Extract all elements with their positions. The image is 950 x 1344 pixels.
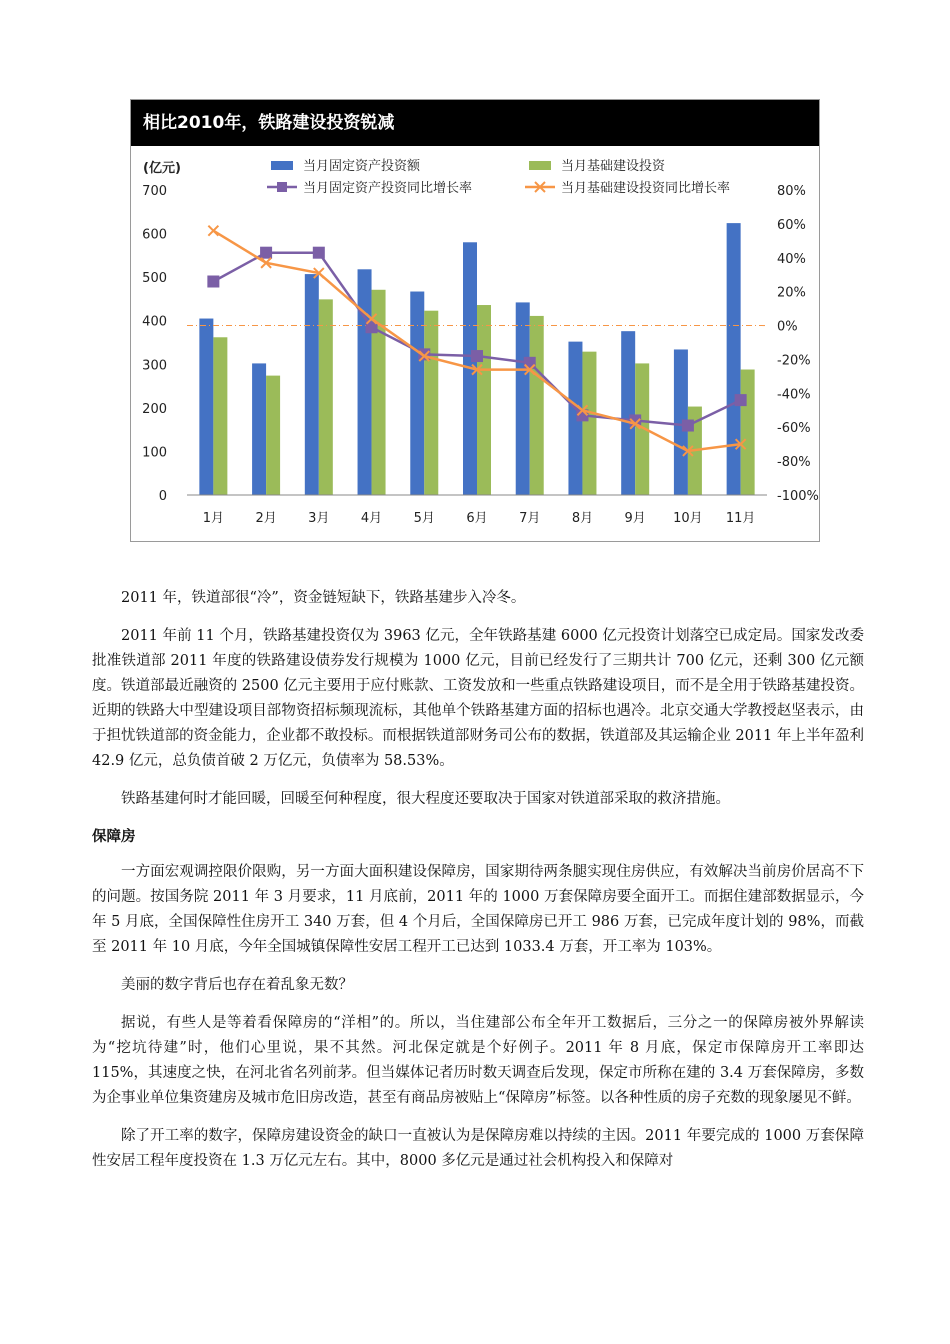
chart-container bbox=[130, 99, 820, 542]
paragraph: 2011 年，铁道部很“冷”，资金链短缺下，铁路基建步入冷冬。 bbox=[121, 590, 526, 606]
point-fixed-asset-growth bbox=[735, 394, 747, 406]
y-tick-label: 600 bbox=[142, 227, 167, 243]
y-tick-label: 300 bbox=[142, 358, 167, 374]
y2-tick-label: -60% bbox=[777, 421, 811, 437]
y-tick-label: 700 bbox=[142, 184, 167, 199]
bar-fixed-asset bbox=[305, 274, 319, 495]
x-tick-label: 6月 bbox=[466, 511, 488, 526]
paragraph: 2011 年前 11 个月，铁路基建投资仅为 3963 亿元，全年铁路基建 6000 亿元投资计划落空已成定局。国家发改委批准铁道部 2011 年度的铁路建设债券发行规模为 1000 亿元，目前已经发行了三期共计 700 亿元，还剩 300 亿元额度。铁道部最近融资的 2500 亿元主要用于应付账款、工资发放和一些重点铁路建设项目，而不是全用于铁路基建投资。近期的铁路大中型建设项目部物资招标频现流标，其他单个铁路基建方面的招标也遇冷。北京交通大学教授赵坚表示，由于担忧铁道部的资金能力，企业都不敢投标。而根据铁道部财务司公布的数据，铁道部及其运输企业 2011 年上半年盈利 42.9 亿元，总负债首破 2 万亿元，负债率为 58.53%。 bbox=[92, 628, 864, 769]
x-tick-label: 7月 bbox=[519, 511, 541, 526]
bar-infrastructure bbox=[582, 352, 596, 495]
paragraph: 一方面宏观调控限价限购，另一方面大面积建设保障房，国家期待两条腿实现住房供应，有效解决当前房价居高不下的问题。按国务院 2011 年 3 月要求，11 月底前，2011 年的 1000 万套保障房要全面开工。而据住建部数据显示，今年 5 月底，全国保障性住房开工 340 万套，但 4 个月后，全国保障房已开工 986 万套，已完成年度计划的 98%，而截至 2011 年 10 月底，今年全国城镇保障性安居工程开工已达到 1033.4 万套，开工率为 103%。 bbox=[92, 864, 864, 955]
section-heading: 保障房 bbox=[92, 829, 136, 845]
bar-fixed-asset bbox=[199, 319, 213, 495]
y-tick-label: 400 bbox=[142, 314, 167, 330]
y-axis-label: (亿元) bbox=[143, 161, 181, 176]
bar-fixed-asset bbox=[727, 223, 741, 495]
y2-tick-label: 20% bbox=[777, 285, 806, 301]
paragraph: 美丽的数字背后也存在着乱象无数？ bbox=[121, 977, 353, 993]
point-fixed-asset-growth bbox=[524, 357, 536, 369]
bar-infrastructure bbox=[530, 316, 544, 495]
point-fixed-asset-growth bbox=[260, 247, 272, 259]
x-tick-label: 8月 bbox=[571, 511, 594, 526]
x-tick-label: 3月 bbox=[308, 511, 330, 526]
x-tick-label: 2月 bbox=[255, 511, 277, 526]
point-fixed-asset-growth bbox=[207, 276, 219, 288]
y-tick-label: 100 bbox=[142, 445, 167, 461]
bar-infrastructure bbox=[424, 311, 438, 495]
y2-tick-label: -100% bbox=[777, 489, 819, 504]
y-tick-label: 500 bbox=[142, 271, 167, 287]
point-infrastructure-growth bbox=[208, 226, 218, 236]
legend-label: 当月固定资产投资额 bbox=[303, 159, 421, 174]
chart-title: 相比2010年，铁路建设投资锐减 bbox=[131, 100, 819, 146]
y-tick-label: 0 bbox=[158, 489, 167, 504]
x-tick-label: 11月 bbox=[725, 511, 756, 526]
bar-infrastructure bbox=[319, 299, 333, 495]
y2-tick-label: -40% bbox=[777, 387, 811, 403]
paragraph: 据说，有些人是等着看保障房的“洋相”的。所以，当住建部公布全年开工数据后，三分之一的保障房被外界解读为“挖坑待建”时，他们心里说，果不其然。河北保定就是个好例子。2011 年 8 月底，保定市保障房开工率即达 115%，其速度之快，在河北省名列前茅。但当媒体记者历时数天调查后发现，保定市所称在建的 3.4 万套保障房，多数为企事业单位集资建房及城市危旧房改造，甚至有商品房被贴上“保障房”标签。以各种性质的房子充数的现象屡见不鲜。 bbox=[92, 1015, 864, 1106]
bar-fixed-asset bbox=[516, 302, 530, 495]
legend-label: 当月基础建设投资同比增长率 bbox=[561, 181, 731, 196]
x-tick-label: 9月 bbox=[624, 511, 646, 526]
bar-infrastructure bbox=[213, 337, 227, 495]
bar-infrastructure bbox=[477, 305, 491, 495]
y2-tick-label: -80% bbox=[777, 455, 811, 471]
bar-infrastructure bbox=[266, 376, 280, 495]
bar-fixed-asset bbox=[410, 292, 424, 495]
bar-fixed-asset bbox=[252, 363, 266, 495]
y2-tick-label: 40% bbox=[777, 251, 806, 267]
y2-tick-label: -20% bbox=[777, 353, 811, 369]
point-fixed-asset-growth bbox=[682, 420, 694, 432]
x-tick-label: 5月 bbox=[413, 511, 435, 526]
legend-label: 当月基础建设投资 bbox=[561, 159, 666, 174]
legend-swatch bbox=[529, 161, 551, 170]
bar-fixed-asset bbox=[358, 269, 372, 495]
legend-swatch bbox=[271, 161, 293, 170]
x-tick-label: 10月 bbox=[673, 511, 703, 526]
chart-plot bbox=[131, 100, 819, 541]
x-tick-label: 4月 bbox=[360, 511, 383, 526]
legend-marker bbox=[277, 182, 287, 192]
point-fixed-asset-growth bbox=[471, 350, 483, 362]
article-body bbox=[92, 586, 864, 1187]
legend-label: 当月固定资产投资同比增长率 bbox=[303, 181, 473, 196]
paragraph: 铁路基建何时才能回暖，回暖至何种程度，很大程度还要取决于国家对铁道部采取的救济措施。 bbox=[121, 791, 730, 807]
y2-tick-label: 60% bbox=[777, 217, 806, 233]
bar-infrastructure bbox=[741, 370, 755, 495]
y2-tick-label: 80% bbox=[777, 184, 806, 199]
y2-tick-label: 0% bbox=[777, 319, 798, 335]
point-fixed-asset-growth bbox=[313, 247, 325, 259]
x-tick-label: 1月 bbox=[202, 511, 225, 526]
y-tick-label: 200 bbox=[142, 401, 167, 417]
bar-fixed-asset bbox=[621, 331, 635, 495]
paragraph: 除了开工率的数字，保障房建设资金的缺口一直被认为是保障房难以持续的主因。2011 年要完成的 1000 万套保障性安居工程年度投资在 1.3 万亿元左右。其中，8000 多亿元是通过社会机构投入和保障对 bbox=[92, 1128, 864, 1169]
